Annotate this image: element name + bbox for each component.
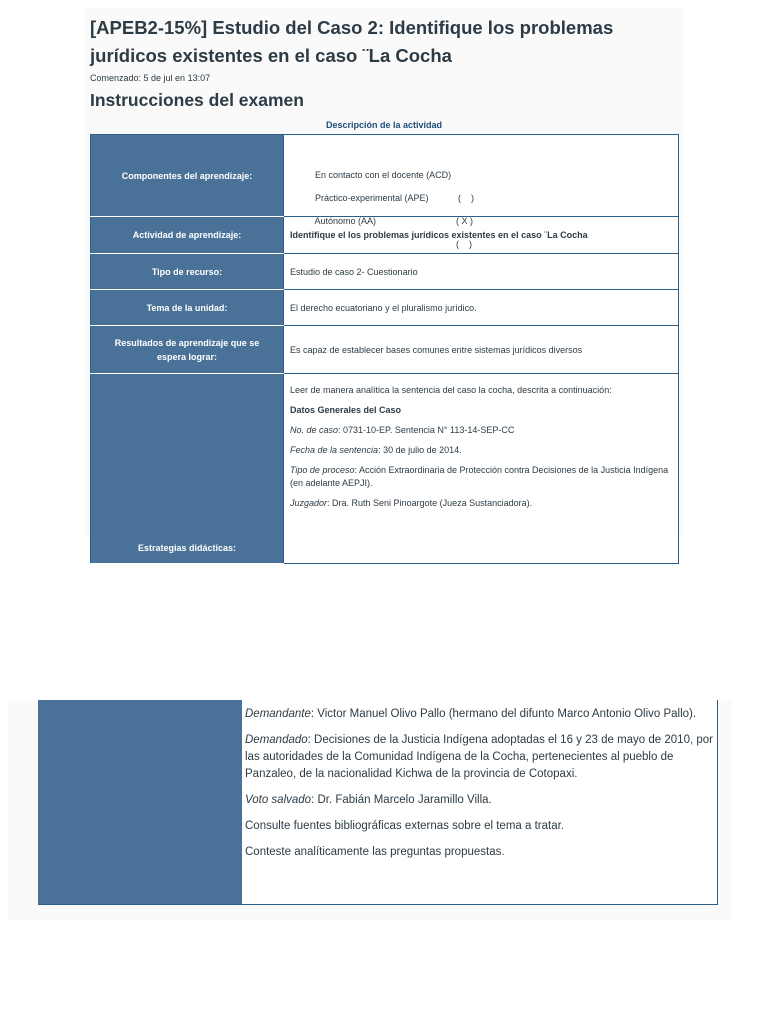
process-type: Tipo de proceso: Acción Extraordinaria de Protección contra Decisiones de la Justicia Indígena (en adelante AEPJI). bbox=[290, 465, 669, 488]
started-timestamp: Comenzado: 5 de jul en 13:07 bbox=[90, 73, 211, 83]
judge: Juzgador: Dra. Ruth Seni Pinoargote (Jueza Sustanciadora). bbox=[290, 498, 533, 508]
instructions-heading: Instrucciones del examen bbox=[90, 90, 304, 110]
defendant: Demandado: Decisiones de la Justicia Indígena adoptadas el 16 y 23 de mayo de 2010, por las autoridades de la Comunidad Indígena de la Cocha, pertenecientes al pueblo de Panzaleo, de la nacionalidad Kichwa de la provincia de Cotopaxi. bbox=[245, 734, 713, 780]
strategies-continued-text bbox=[245, 706, 715, 870]
resource-type-value: Estudio de caso 2- Cuestionario bbox=[284, 254, 679, 290]
unit-topic-value: El derecho ecuatoriano y el pluralismo jurídico. bbox=[284, 290, 679, 326]
activity-description-caption: Descripción de la actividad bbox=[325, 120, 443, 130]
component-item-label: Práctico-experimental (APE) bbox=[315, 193, 429, 203]
strategies-value bbox=[284, 374, 679, 564]
quiz-screenshot-top bbox=[84, 8, 684, 553]
table-row bbox=[91, 326, 679, 374]
strategies-label: Estrategias didácticas: bbox=[91, 374, 284, 564]
strategies-label-cell-continued bbox=[38, 700, 242, 905]
instruction-consult-sources: Consulte fuentes bibliográficas externas sobre el tema a tratar. bbox=[245, 820, 564, 832]
table-row bbox=[91, 290, 679, 326]
activity-label: Actividad de aprendizaje: bbox=[91, 217, 284, 254]
resource-type-label: Tipo de recurso: bbox=[91, 254, 284, 290]
component-item-mark: ( X ) bbox=[456, 216, 473, 226]
quiz-title: [APEB2-15%] Estudio del Caso 2: Identifique los problemas jurídicos existentes en el caso ¨La Cocha bbox=[90, 17, 614, 66]
plaintiff: Demandante: Victor Manuel Olivo Pallo (hermano del difunto Marco Antonio Olivo Pallo). bbox=[245, 708, 697, 720]
table-row bbox=[91, 374, 679, 564]
activity-description-table bbox=[90, 134, 679, 564]
table-row bbox=[91, 135, 679, 217]
component-item-label: Autónomo (AA) bbox=[314, 216, 377, 226]
learning-outcomes-label: Resultados de aprendizaje que se espera lograr: bbox=[91, 326, 284, 374]
components-label: Componentes del aprendizaje: bbox=[91, 135, 284, 217]
dissenting-vote: Voto salvado: Dr. Fabián Marcelo Jaramillo Villa. bbox=[245, 794, 492, 806]
table-row bbox=[91, 217, 679, 254]
ruling-date: Fecha de la sentencia: 30 de julio de 2014. bbox=[290, 445, 462, 455]
component-item-mark: ( ) bbox=[458, 193, 474, 203]
case-data-heading: Datos Generales del Caso bbox=[290, 405, 402, 415]
case-number: No. de caso: 0731-10-EP. Sentencia N° 113-14-SEP-CC bbox=[290, 425, 515, 435]
table-row bbox=[91, 254, 679, 290]
unit-topic-label: Tema de la unidad: bbox=[91, 290, 284, 326]
learning-outcomes-value: Es capaz de establecer bases comunes entre sistemas jurídicos diversos bbox=[284, 326, 679, 374]
instruction-answer-questions: Conteste analíticamente las preguntas propuestas. bbox=[245, 846, 505, 858]
activity-value: Identifique el los problemas jurídicos existentes en el caso ¨La Cocha bbox=[284, 217, 679, 254]
table-bottom-border bbox=[38, 904, 718, 905]
quiz-screenshot-bottom bbox=[8, 700, 732, 920]
component-item-label: En contacto con el docente (ACD) bbox=[315, 170, 452, 180]
strategies-intro: Leer de manera analítica la sentencia del caso la cocha, descrita a continuación: bbox=[290, 385, 612, 395]
component-item-mark: ( ) bbox=[456, 239, 472, 249]
